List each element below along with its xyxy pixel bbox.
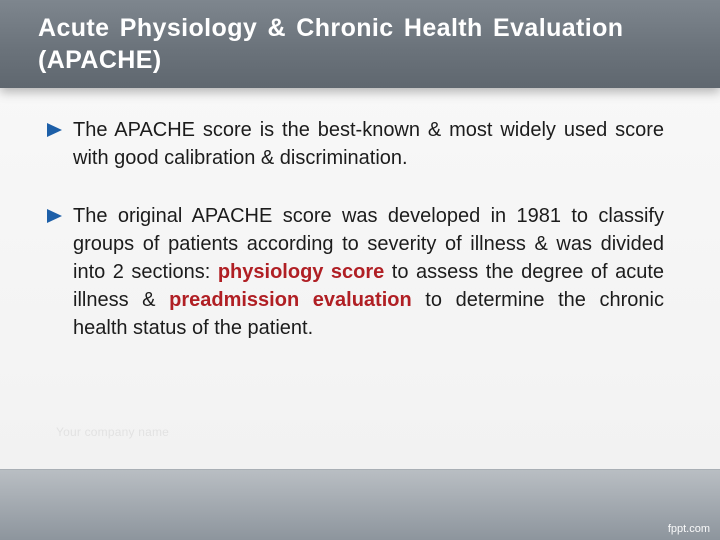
bottom-band <box>0 469 720 540</box>
watermark: fppt.com <box>667 523 710 535</box>
bullet-2-text-part-2: to assess the degree of acute illness & <box>73 261 664 311</box>
bullet-list <box>47 116 664 342</box>
preadmission-evaluation-highlight: preadmission evaluation <box>169 289 412 311</box>
triangle-right-icon <box>47 123 62 137</box>
bullet-2-text-part-1: The original APACHE score was developed in 1981 to classify groups of patients according to severity of illness & was divided into 2 sections: <box>73 205 664 283</box>
title-bar <box>0 0 720 88</box>
company-name-placeholder: Your company name <box>56 425 170 439</box>
triangle-right-icon <box>47 209 62 223</box>
bullet-2-text-part-3: to determine the chronic health status of the patient. <box>73 289 664 339</box>
bullet-item-1 <box>47 116 664 172</box>
bullet-item-2 <box>47 202 664 342</box>
physiology-score-highlight: physiology score <box>217 261 385 283</box>
bullet-1-text: The APACHE score is the best-known & most widely used score with good calibration & discrimination. <box>73 119 664 169</box>
slide-title: Acute Physiology & Chronic Health Evaluation (APACHE) <box>38 14 624 74</box>
